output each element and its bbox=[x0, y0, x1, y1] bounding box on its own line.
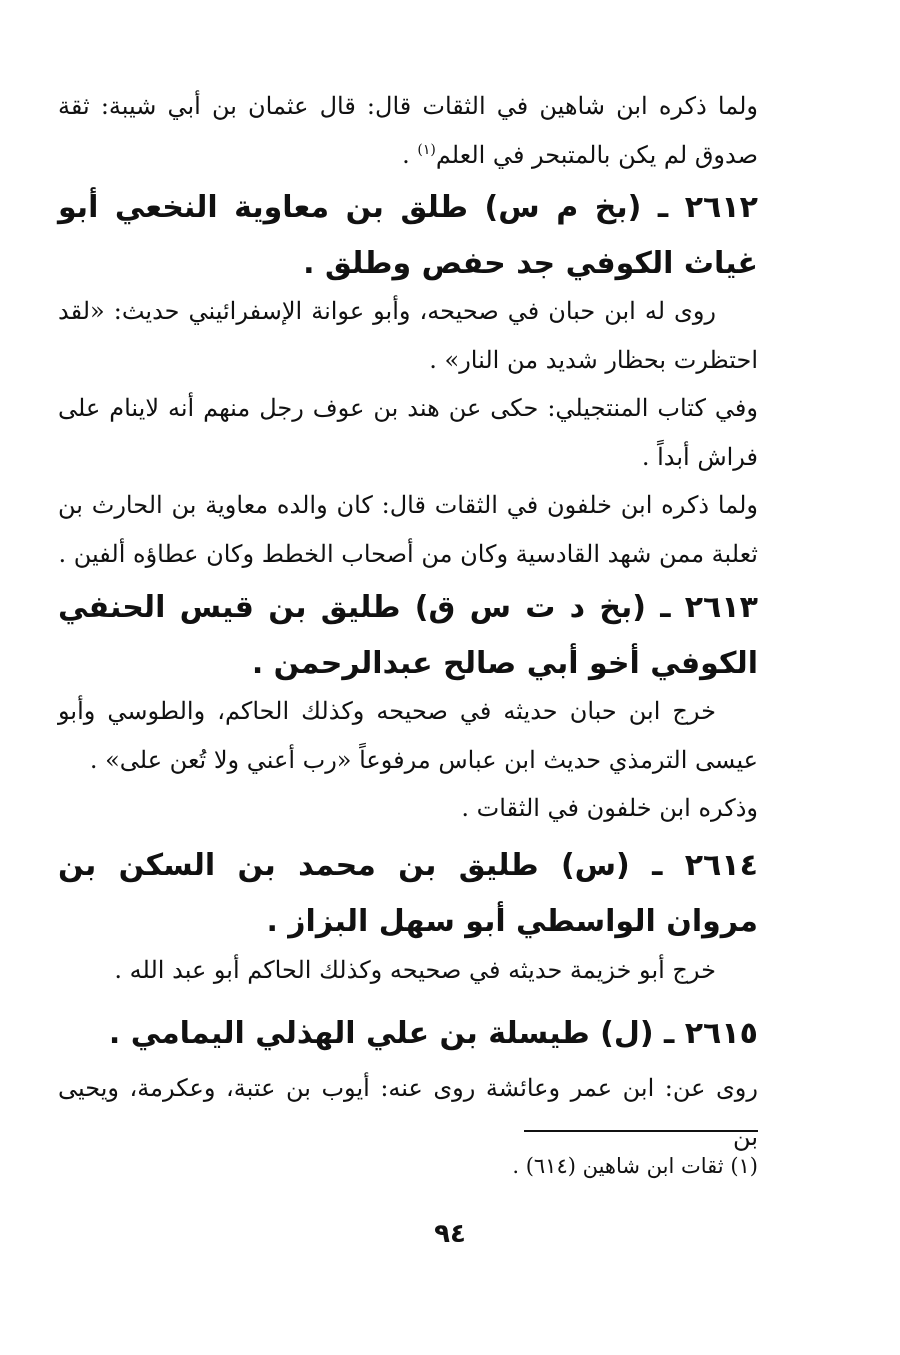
paragraph-ibn-khalfun-2613: وذكره ابن خلفون في الثقات . bbox=[461, 794, 758, 822]
page-number: ٩٤ bbox=[434, 1219, 466, 1249]
paragraph-abu-khuzaima: خرج أبو خزيمة حديثه في صحيحه وكذلك الحاكم أبو عبد الله . bbox=[114, 956, 716, 984]
entry-heading-2615: ٢٦١٥ ـ (ل) طيسلة بن علي الهذلي اليمامي . bbox=[108, 1016, 758, 1051]
paragraph-muntajili: وفي كتاب المنتجيلي: حكى عن هند بن عوف رجل منهم أنه لاينام على فراش أبداً . bbox=[58, 394, 758, 471]
paragraph-end: . bbox=[402, 141, 418, 169]
footnote-marker: (١) bbox=[417, 142, 436, 158]
paragraph-thiqat-ibn-shahin bbox=[58, 82, 758, 180]
footnote-separator bbox=[524, 1130, 758, 1132]
paragraph-riwaya-2615: روى عن: ابن عمر وعائشة روى عنه: أيوب بن عتبة، وعكرمة، ويحيى بن bbox=[58, 1074, 758, 1151]
entry-heading-2612: ٢٦١٢ ـ (بخ م س) طلق بن معاوية النخعي أبو غياث الكوفي جد حفص وطلق . bbox=[58, 190, 758, 281]
entry-heading-2614: ٢٦١٤ ـ (س) طليق بن محمد بن السكن بن مروان الواسطي أبو سهل البزاز . bbox=[58, 848, 758, 939]
paragraph-ibn-hibban-2612: روى له ابن حبان في صحيحه، وأبو عوانة الإسفرائيني حديث: «لقد احتظرت بحظار شديد من النار» . bbox=[58, 297, 758, 374]
footnote: (١) ثقات ابن شاهين (٦١٤) . bbox=[512, 1154, 758, 1178]
paragraph-text: ولما ذكره ابن شاهين في الثقات قال: قال عثمان بن أبي شيبة: ثقة صدوق لم يكن بالمتبحر في العلم bbox=[58, 92, 758, 169]
paragraph-ibn-khalfun-2612: ولما ذكره ابن خلفون في الثقات قال: كان والده معاوية بن الحارث بن ثعلبة ممن شهد القادسية وكان من أصحاب الخطط وكان عطاؤه ألفين . bbox=[58, 491, 758, 568]
paragraph-ibn-hibban-2613: خرج ابن حبان حديثه في صحيحه وكذلك الحاكم، والطوسي وأبو عيسى الترمذي حديث ابن عباس مرفوعاً «رب أعني ولا تُعن على» . bbox=[58, 697, 758, 774]
entry-heading-2613: ٢٦١٣ ـ (بخ د ت س ق) طليق بن قيس الحنفي الكوفي أخو أبي صالح عبدالرحمن . bbox=[58, 590, 758, 681]
